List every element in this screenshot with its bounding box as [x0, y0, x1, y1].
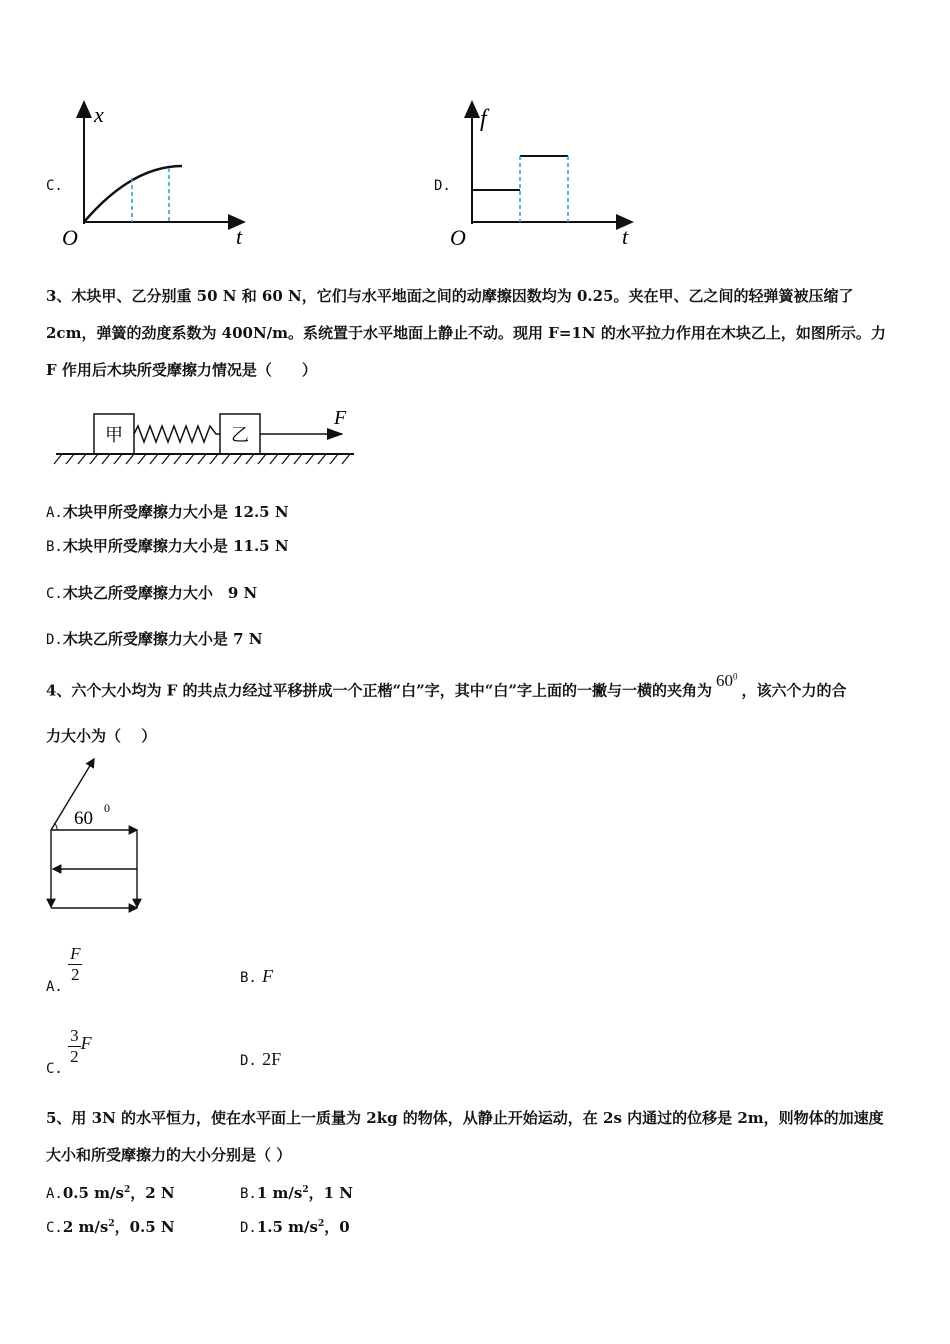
q2d-y-label: f [480, 106, 487, 132]
q5-option-a-tail: ，2 N [130, 1184, 175, 1202]
q3-spring [134, 426, 220, 442]
q3-option-b[interactable] [46, 536, 289, 557]
q5-option-d-sup: 2 [317, 1219, 325, 1229]
q3-option-c[interactable] [46, 583, 257, 604]
q2-option-d-label: D. [434, 178, 451, 194]
q5-option-c-value: 2 m/s [62, 1218, 109, 1236]
q2c-origin: O [62, 225, 78, 250]
q5-option-d[interactable] [240, 1214, 350, 1238]
q3-figure [52, 402, 362, 468]
q4-figure [40, 752, 160, 916]
q4-figure-angle: 60 [74, 808, 93, 829]
q5-stem-line1: 5、用 3N 的水平恒力，使在水平面上一质量为 2kg 的物体，从静止开始运动，在 2s 内通过的位移是 2m，则物体的加速度 [46, 1109, 884, 1127]
q5-option-c-tail: ，0.5 N [114, 1218, 175, 1236]
q2-option-c-label: C. [46, 178, 63, 194]
q5-option-a-label: A. [46, 1186, 63, 1202]
q3-option-b-text: 木块甲所受摩擦力大小是 11.5 N [62, 537, 289, 555]
q5-option-b[interactable] [240, 1180, 353, 1204]
q4-option-d[interactable] [240, 1049, 281, 1071]
q5-option-d-label: D. [240, 1220, 257, 1236]
q3-block-b-label: 乙 [231, 425, 249, 446]
q3-option-b-label: B. [46, 539, 63, 555]
q4-option-b[interactable] [240, 966, 273, 988]
q5-option-b-value: 1 m/s [256, 1184, 303, 1202]
q4-stem-tail: ，该六个力的合 [741, 681, 847, 700]
q5-option-a[interactable] [46, 1180, 175, 1204]
q5-option-b-sup: 2 [302, 1185, 309, 1195]
q4-option-a[interactable] [46, 944, 82, 995]
q4-option-c-fraction [68, 1026, 81, 1067]
q3-option-a[interactable] [46, 502, 289, 523]
q3-option-a-label: A. [46, 505, 63, 521]
q5-option-d-tail: ，0 [324, 1218, 350, 1236]
q4-option-a-den: 2 [71, 965, 80, 984]
q5-option-d-value: 1.5 m/s [256, 1218, 318, 1236]
q3-option-c-text: 木块乙所受摩擦力大小 9 N [62, 584, 258, 602]
q4-option-c-label: C. [46, 1060, 63, 1077]
q3-force-label: F [334, 407, 347, 429]
q3-stem-line1: 3、木块甲、乙分别重 50 N 和 60 N，它们与水平地面之间的动摩擦因数均为 0.25。夹在甲、乙之间的轻弹簧被压缩了 [46, 287, 854, 305]
q4-stem-line1 [46, 670, 847, 701]
q2-graph-d [448, 98, 648, 250]
q4-figure-angle-sup: 0 [104, 801, 110, 815]
q3-block-a-label: 甲 [105, 425, 123, 446]
q4-stem-line2: 力大小为（ ） [46, 727, 157, 745]
q4-option-c-den: 2 [70, 1047, 79, 1066]
q4-option-a-label: A. [46, 978, 63, 995]
q4-stem-text: 4、六个大小均为 F 的共点力经过平移拼成一个正楷“白”字，其中“白”字上面的一撇与一横的夹角为 [46, 681, 713, 700]
q4-option-c[interactable] [46, 1026, 92, 1077]
q4-option-c-suffix: F [80, 1032, 92, 1053]
q4-angle-arc [54, 823, 57, 830]
q3-option-d-text: 木块乙所受摩擦力大小是 7 N [62, 630, 263, 648]
q5-stem-line2: 大小和所受摩擦力的大小分别是（ ） [46, 1146, 292, 1164]
q2d-origin: O [450, 225, 466, 250]
q5-option-b-tail: ，1 N [308, 1184, 353, 1202]
q3-option-a-text: 木块甲所受摩擦力大小是 12.5 N [62, 503, 289, 521]
q3-stem-line2: 2cm，弹簧的劲度系数为 400N/m。系统置于水平地面上静止不动。现用 F=1N 的水平拉力作用在木块乙上，如图所示。力 [46, 324, 886, 342]
q2c-curve [84, 166, 182, 222]
q2d-x-label: t [622, 224, 629, 249]
q4-angle-number: 60 [716, 670, 734, 690]
q3-ground-hatch [54, 454, 350, 464]
q4-option-a-fraction [68, 944, 82, 985]
q2c-x-label: t [236, 224, 243, 249]
q4-angle-sup: 0 [733, 671, 738, 681]
q4-option-c-num: 3 [70, 1026, 79, 1045]
q2c-y-label: x [94, 102, 104, 127]
q5-option-a-sup: 2 [123, 1185, 131, 1195]
q4-option-b-text: F [262, 966, 274, 986]
q5-option-c[interactable] [46, 1214, 175, 1238]
q5-option-c-sup: 2 [108, 1219, 115, 1229]
q5-option-a-value: 0.5 m/s [62, 1184, 124, 1202]
q4-option-a-num: F [70, 944, 81, 963]
q3-stem-line3: F 作用后木块所受摩擦力情况是（ ） [46, 361, 317, 379]
q4-angle-value [716, 671, 738, 690]
q2-graph-c [60, 98, 260, 250]
q3-option-c-label: C. [46, 586, 63, 602]
q3-option-d-label: D. [46, 632, 63, 648]
q4-option-b-label: B. [240, 970, 257, 986]
q4-option-d-text: 2F [262, 1049, 282, 1069]
q3-option-d[interactable] [46, 629, 262, 650]
q5-option-b-label: B. [240, 1186, 257, 1202]
q5-option-c-label: C. [46, 1220, 63, 1236]
q4-option-d-label: D. [240, 1053, 257, 1069]
